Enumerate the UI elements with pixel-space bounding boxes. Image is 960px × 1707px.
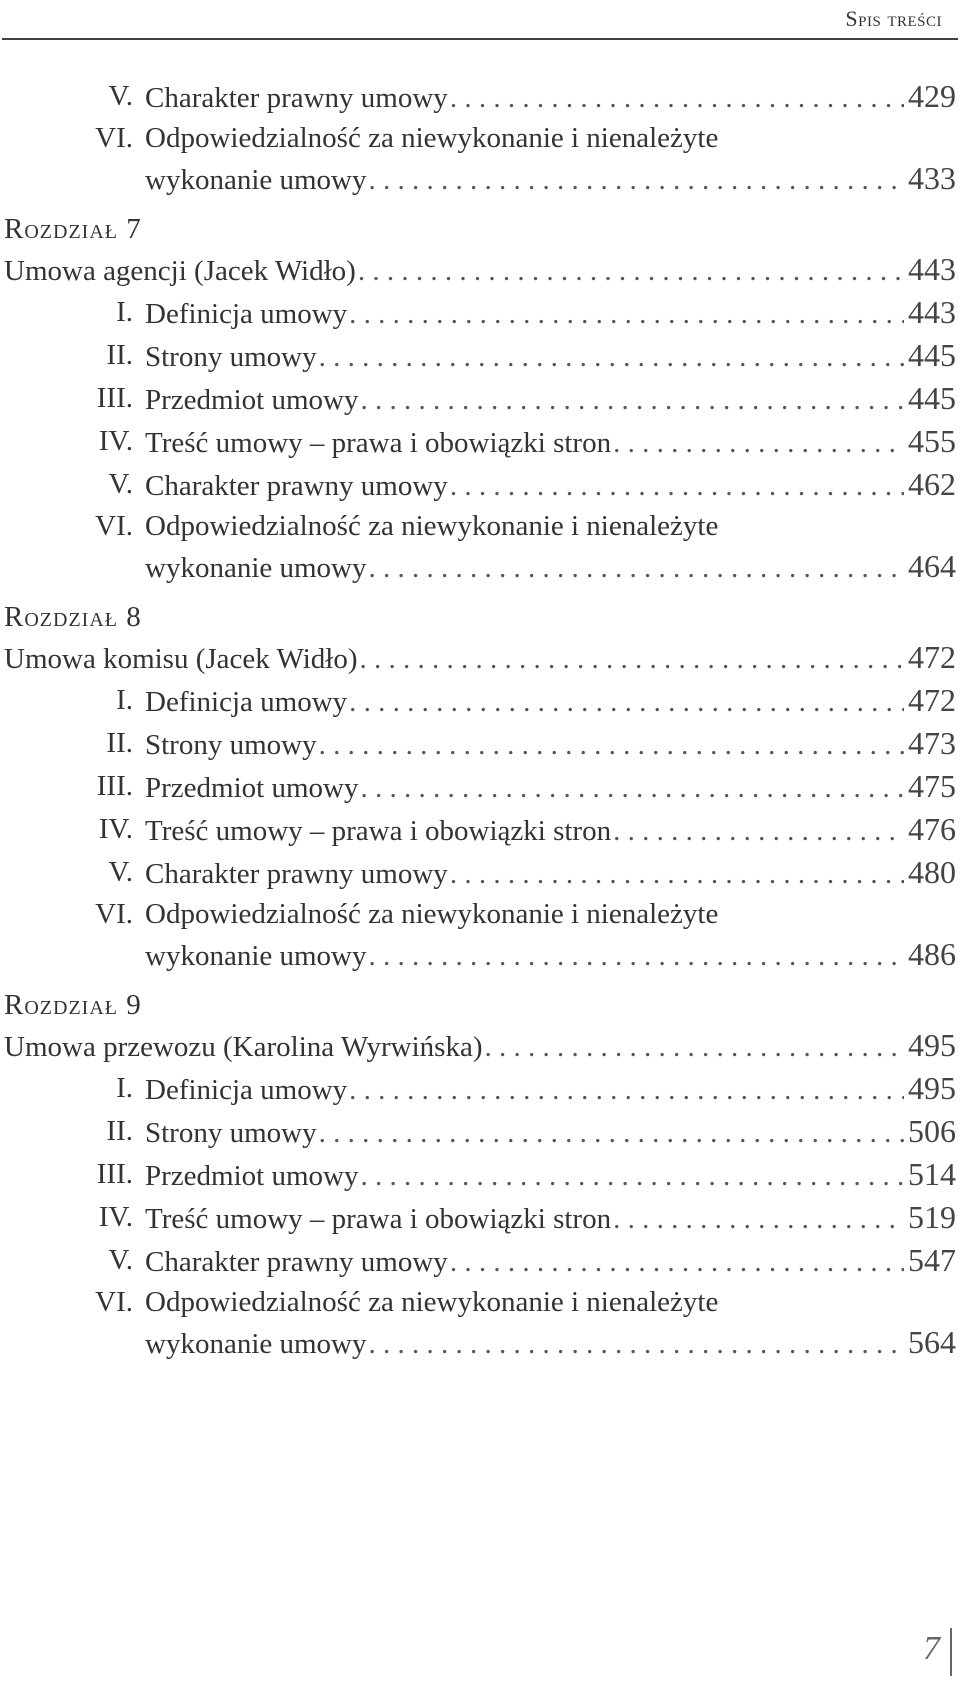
dot-leader xyxy=(359,638,904,681)
chapter-page: 495 xyxy=(908,1027,956,1063)
toc-entry-title: Strony umowy xyxy=(145,341,317,373)
toc-entry-number: V. xyxy=(108,1244,133,1276)
toc-entry-continuation xyxy=(0,158,960,198)
chapter-page: 472 xyxy=(908,639,956,675)
toc-entry xyxy=(0,506,960,546)
toc-entry-page: 464 xyxy=(908,548,956,584)
dot-leader xyxy=(319,1112,904,1155)
dot-leader xyxy=(613,1198,904,1241)
dot-leader xyxy=(319,724,904,767)
chapter-title: Umowa przewozu (Karolina Wyrwińska) xyxy=(4,1031,483,1063)
toc-entry-title: Definicja umowy xyxy=(145,686,348,718)
toc-entry-title: Odpowiedzialność za niewykonanie i nienależyte xyxy=(145,898,719,930)
toc-entry xyxy=(0,1282,960,1322)
toc-entry-number: VI. xyxy=(95,122,133,154)
toc-entry xyxy=(0,894,960,934)
toc-entry-number: V. xyxy=(108,80,133,112)
toc-entry xyxy=(0,334,960,377)
toc-entry-page: 433 xyxy=(908,160,956,196)
toc-entry xyxy=(0,463,960,506)
toc-entry-number: V. xyxy=(108,468,133,500)
toc-entry-title: Treść umowy – prawa i obowiązki stron xyxy=(145,427,612,459)
dot-leader xyxy=(349,1069,904,1112)
toc-entry xyxy=(0,808,960,851)
dot-leader xyxy=(360,379,904,422)
toc-entry-continuation xyxy=(0,934,960,974)
dot-leader xyxy=(450,853,904,896)
toc-entry-title: Przedmiot umowy xyxy=(145,772,359,804)
toc-entry-title: Charakter prawny umowy xyxy=(145,858,448,890)
toc-entry-title: Przedmiot umowy xyxy=(145,1160,359,1192)
toc-entry-title: Strony umowy xyxy=(145,1117,317,1149)
toc-entry-title: Odpowiedzialność za niewykonanie i nienależyte xyxy=(145,510,719,542)
dot-leader xyxy=(360,767,904,810)
toc-entry xyxy=(0,679,960,722)
toc-entry-page: 443 xyxy=(908,294,956,330)
toc-entry-page: 495 xyxy=(908,1070,956,1106)
toc-entry-title-cont: wykonanie umowy xyxy=(145,552,367,584)
toc-entry-number: I. xyxy=(116,296,133,328)
toc-entry-title: Przedmiot umowy xyxy=(145,384,359,416)
toc-entry-number: VI. xyxy=(95,1286,133,1318)
toc-entry-number: I. xyxy=(116,1072,133,1104)
toc-entry-number: III. xyxy=(96,1158,133,1190)
dot-leader xyxy=(360,1155,904,1198)
dot-leader xyxy=(484,1026,904,1069)
chapter-heading: Rozdział 7 xyxy=(4,213,142,245)
dot-leader xyxy=(349,681,904,724)
chapter-page: 443 xyxy=(908,251,956,287)
dot-leader xyxy=(450,465,904,508)
dot-leader xyxy=(369,548,905,588)
dot-leader xyxy=(613,810,904,853)
toc-entry-number: II. xyxy=(106,339,133,371)
toc-entry xyxy=(0,1067,960,1110)
toc-entry-page: 519 xyxy=(908,1199,956,1235)
toc-entry-page: 473 xyxy=(908,725,956,761)
dot-leader xyxy=(613,422,904,465)
toc-entry xyxy=(0,851,960,894)
toc-entry-number: III. xyxy=(96,770,133,802)
toc-entry xyxy=(0,420,960,463)
toc-entry-number: VI. xyxy=(95,510,133,542)
dot-leader xyxy=(369,160,905,200)
chapter-heading: Rozdział 8 xyxy=(4,601,142,633)
toc-entry-title: Charakter prawny umowy xyxy=(145,82,448,114)
toc-entry-number: II. xyxy=(106,1115,133,1147)
toc-entry-title: Charakter prawny umowy xyxy=(145,1246,448,1278)
page-number: 7 xyxy=(923,1630,940,1667)
toc-entry-title: Treść umowy – prawa i obowiązki stron xyxy=(145,1203,612,1235)
toc-entry-page: 475 xyxy=(908,768,956,804)
toc-entry-number: VI. xyxy=(95,898,133,930)
toc-entry xyxy=(0,1153,960,1196)
toc-entry-continuation xyxy=(0,546,960,586)
toc-entry-title-cont: wykonanie umowy xyxy=(145,940,367,972)
toc-entry-title-cont: wykonanie umowy xyxy=(145,1328,367,1360)
toc-entry-number: III. xyxy=(96,382,133,414)
toc-entry-number: V. xyxy=(108,856,133,888)
toc-entry-continuation xyxy=(0,1322,960,1362)
dot-leader xyxy=(369,1324,905,1364)
toc-entry-title: Charakter prawny umowy xyxy=(145,470,448,502)
chapter-title: Umowa agencji (Jacek Widło) xyxy=(4,255,356,287)
chapter-heading: Rozdział 9 xyxy=(4,989,142,1021)
toc-entry-page: 462 xyxy=(908,466,956,502)
toc-entry xyxy=(0,1110,960,1153)
toc-entry-page: 514 xyxy=(908,1156,956,1192)
toc-entry xyxy=(0,118,960,158)
chapter-title: Umowa komisu (Jacek Widło) xyxy=(4,643,358,675)
toc-entry-page: 506 xyxy=(908,1113,956,1149)
dot-leader xyxy=(369,936,905,976)
toc-entry-number: II. xyxy=(106,727,133,759)
toc-chapter-title-entry xyxy=(0,248,960,291)
toc-entry-page: 476 xyxy=(908,811,956,847)
toc-entry-page: 480 xyxy=(908,854,956,890)
toc-entry-page: 564 xyxy=(908,1324,956,1360)
toc-chapter-title-entry xyxy=(0,636,960,679)
toc-entry-title: Treść umowy – prawa i obowiązki stron xyxy=(145,815,612,847)
toc-entry xyxy=(0,1196,960,1239)
toc-entry-page: 472 xyxy=(908,682,956,718)
toc-chapter-title-entry xyxy=(0,1024,960,1067)
dot-leader xyxy=(450,1241,904,1284)
toc-entry-page: 445 xyxy=(908,337,956,373)
toc-entry-number: IV. xyxy=(98,425,133,457)
toc-entry-number: IV. xyxy=(98,1201,133,1233)
toc-entry xyxy=(0,765,960,808)
toc-entry-title: Definicja umowy xyxy=(145,298,348,330)
dot-leader xyxy=(319,336,904,379)
toc-entry-number: IV. xyxy=(98,813,133,845)
dot-leader xyxy=(358,250,904,293)
toc-entry-title: Odpowiedzialność za niewykonanie i nienależyte xyxy=(145,122,719,154)
toc-entry-page: 547 xyxy=(908,1242,956,1278)
toc-entry-title: Strony umowy xyxy=(145,729,317,761)
running-header: Spis treści xyxy=(845,6,942,31)
toc-entry xyxy=(0,1239,960,1282)
toc-entry-title-cont: wykonanie umowy xyxy=(145,164,367,196)
dot-leader xyxy=(349,293,904,336)
toc-entry xyxy=(0,291,960,334)
dot-leader xyxy=(450,77,904,120)
header-divider xyxy=(2,38,958,40)
toc-entry-number: I. xyxy=(116,684,133,716)
page-number-rule xyxy=(950,1628,952,1676)
toc-entry xyxy=(0,377,960,420)
toc-entry xyxy=(0,722,960,765)
toc-entry-page: 486 xyxy=(908,936,956,972)
toc-entry-page: 429 xyxy=(908,78,956,114)
toc-entry-title: Odpowiedzialność za niewykonanie i nienależyte xyxy=(145,1286,719,1318)
toc-entry-page: 455 xyxy=(908,423,956,459)
toc-entry-title: Definicja umowy xyxy=(145,1074,348,1106)
toc-entry xyxy=(0,75,960,118)
table-of-contents xyxy=(0,75,960,1362)
toc-entry-page: 445 xyxy=(908,380,956,416)
